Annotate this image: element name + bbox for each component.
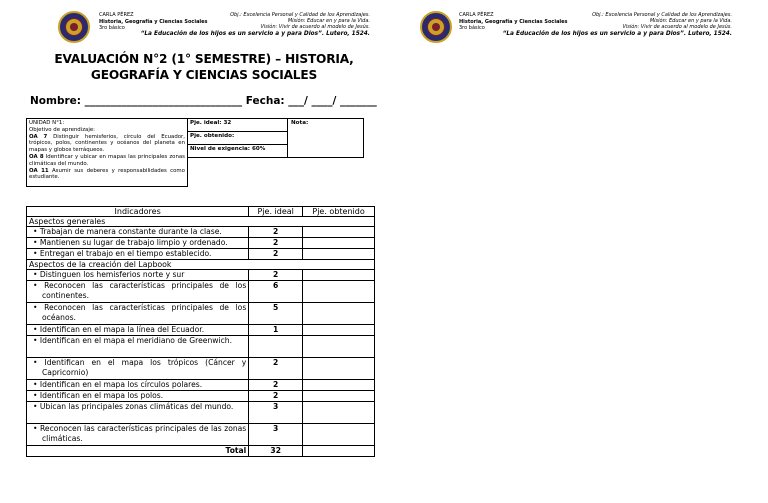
table-row: • Distinguen los hemisferios norte y sur 2 xyxy=(27,270,375,281)
section-title: Aspectos generales xyxy=(27,217,375,227)
teacher-name: CARLA PÉREZ xyxy=(99,12,134,18)
col-header-ideal: Pje. ideal xyxy=(249,207,303,217)
obtained-cell[interactable] xyxy=(303,303,375,325)
header-vision-text: Visión: Vivir de acuerdo al modelo de Jesús. xyxy=(260,24,370,30)
school-logo xyxy=(420,11,452,43)
objective-label: Objetivo de aprendizaje: xyxy=(29,126,95,133)
indicators-table xyxy=(26,206,375,457)
name-date-field[interactable]: Nombre: ______________________________ Fecha: ___/ ____/ _______ xyxy=(30,95,377,107)
obtained-cell[interactable] xyxy=(303,227,375,238)
obtained-cell[interactable] xyxy=(303,402,375,424)
col-header-obtained: Pje. obtenido xyxy=(303,207,375,217)
requirement-level: Nivel de exigencia: 60% xyxy=(190,146,266,152)
table-row: • Reconocen las características principales de los océanos. 5 xyxy=(27,303,375,325)
total-obtained-cell[interactable] xyxy=(303,446,375,457)
table-row: • Reconocen las características principales de las zonas climáticas. 3 xyxy=(27,424,375,446)
grade-field[interactable]: Nota: xyxy=(291,120,309,126)
table-row: • Reconocen las características principales de los continentes. 6 xyxy=(27,281,375,303)
table-row: • Entregan el trabajo en el tiempo establecido. 2 xyxy=(27,249,375,260)
obtained-cell[interactable] xyxy=(303,380,375,391)
obtained-cell[interactable] xyxy=(303,391,375,402)
obtained-cell[interactable] xyxy=(303,424,375,446)
table-row: • Identifican en el mapa la línea del Ecuador. 1 xyxy=(27,325,375,336)
grade-level: 3ro básico xyxy=(459,25,485,31)
table-row: • Identifican en el mapa el meridiano de Greenwich. xyxy=(27,336,375,358)
unit-label: UNIDAD N°1: xyxy=(29,120,65,126)
section-title: Aspectos de la creación del Lapbook xyxy=(27,260,375,270)
school-logo xyxy=(58,11,90,43)
obtained-cell[interactable] xyxy=(303,281,375,303)
oa-item: OA 11 Asumir sus deberes y responsabilidades como estudiante. xyxy=(29,167,185,181)
oa-item: OA 7 Distinguir hemisferios, círculo del Ecuador, trópicos, polos, continentes y océanos del planeta en mapas y globos terráqueos. xyxy=(29,133,185,154)
table-row: • Identifican en el mapa los polos. 2 xyxy=(27,391,375,402)
page2-header xyxy=(420,11,732,47)
total-row xyxy=(27,446,375,457)
col-header-indicators: Indicadores xyxy=(27,207,249,217)
page1-header xyxy=(58,11,370,47)
table-row: • Identifican en el mapa los trópicos (Cáncer y Capricornio) 2 xyxy=(27,358,375,380)
table-row: • Identifican en el mapa los círculos polares. 2 xyxy=(27,380,375,391)
oa-item: OA 8 Identificar y ubicar en mapas las principales zonas climáticas del mundo. xyxy=(29,153,185,167)
header-mission-text: Misión: Educar en y para la Vida. xyxy=(649,18,732,24)
page-title: EVALUACIÓN N°2 (1° SEMESTRE) – HISTORIA, GEOGRAFÍA Y CIENCIAS SOCIALES xyxy=(54,52,354,82)
header-motto: “La Educación de los hijos es un servicio a y para Dios”. Lutero, 1524. xyxy=(502,31,732,37)
grade-level: 3ro básico xyxy=(99,25,125,31)
header-vision-text: Visión: Vivir de acuerdo al modelo de Jesús. xyxy=(622,24,732,30)
obtained-score[interactable]: Pje. obtenido: xyxy=(188,132,287,145)
subject-name: Historia, Geografía y Ciencias Sociales xyxy=(99,18,208,25)
header-mission xyxy=(503,12,732,38)
header-mission-text: Misión: Educar en y para la Vida. xyxy=(287,18,370,24)
obtained-cell[interactable] xyxy=(303,238,375,249)
header-objective: Obj.: Excelencia Personal y Calidad de los Aprendizajes. xyxy=(230,12,370,18)
obtained-cell[interactable] xyxy=(303,358,375,380)
ideal-score: Pje. ideal: 32 xyxy=(188,119,287,132)
obtained-cell[interactable] xyxy=(303,249,375,260)
unit-objectives-box xyxy=(26,118,188,187)
score-box xyxy=(188,118,364,158)
header-motto: “La Educación de los hijos es un servicio a y para Dios”. Lutero, 1524. xyxy=(140,31,370,37)
table-row: • Trabajan de manera constante durante la clase. 2 xyxy=(27,227,375,238)
total-value: 32 xyxy=(249,446,303,457)
teacher-name: CARLA PÉREZ xyxy=(459,12,494,18)
obtained-cell[interactable] xyxy=(303,325,375,336)
header-mission xyxy=(141,12,370,38)
header-objective: Obj.: Excelencia Personal y Calidad de los Aprendizajes. xyxy=(592,12,732,18)
subject-name: Historia, Geografía y Ciencias Sociales xyxy=(459,18,568,25)
table-row: • Mantienen su lugar de trabajo limpio y ordenado. 2 xyxy=(27,238,375,249)
table-row: • Ubican las principales zonas climáticas del mundo. 3 xyxy=(27,402,375,424)
obtained-cell[interactable] xyxy=(303,336,375,358)
total-label: Total xyxy=(27,446,249,457)
obtained-cell[interactable] xyxy=(303,270,375,281)
